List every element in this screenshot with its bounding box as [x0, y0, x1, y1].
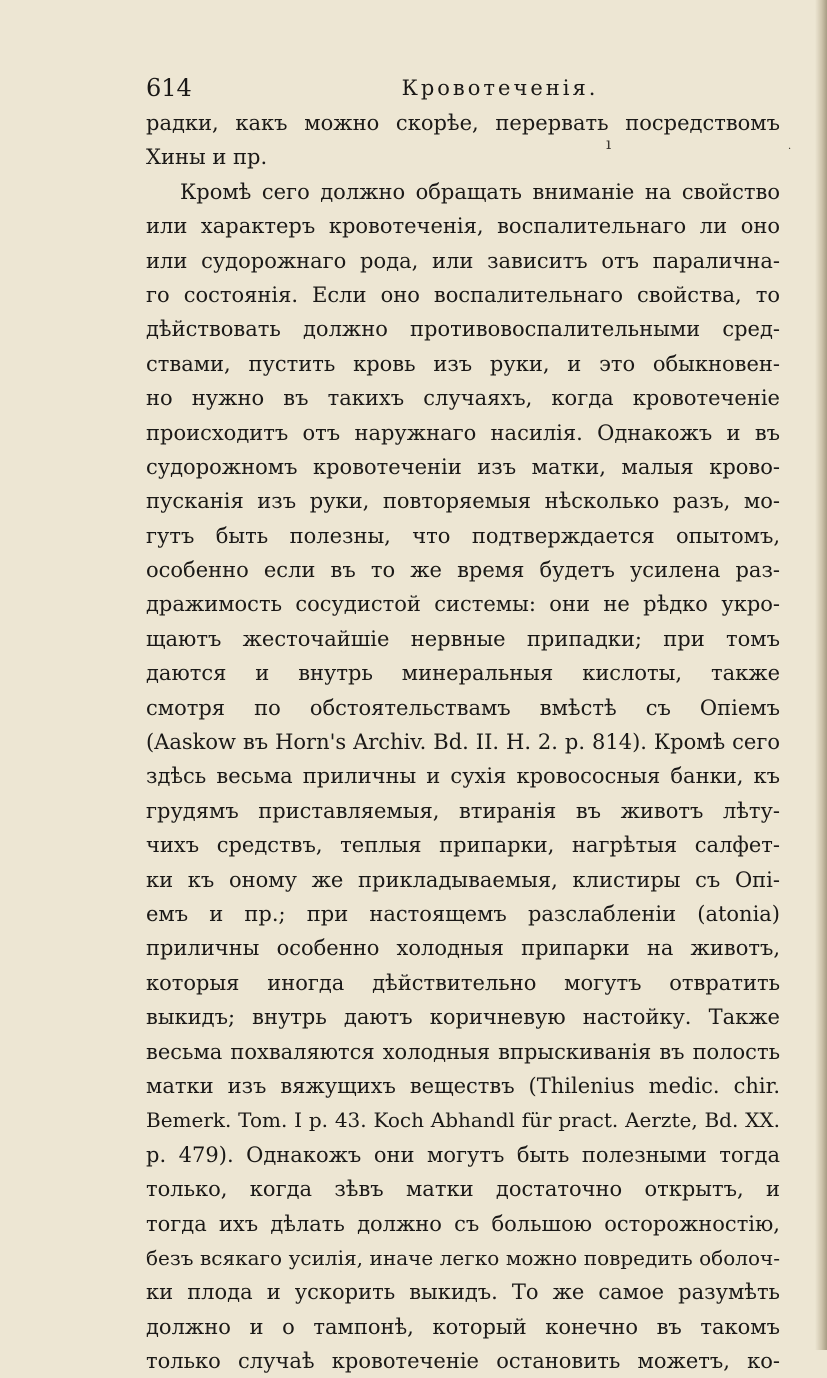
text-line: безъ всякаго усилія, иначе легко можно повредить оболоч-	[146, 1245, 780, 1270]
text-line: щаютъ жесточайшіе нервные припадки; при томъ	[146, 626, 780, 651]
text-line: пусканія изъ руки, повторяемыя нѣсколько разъ, мо-	[146, 489, 780, 514]
text-line: чихъ средствъ, теплыя припарки, нагрѣтыя салфет-	[146, 833, 780, 858]
text-line: дѣйствовать должно противовоспалительными сред-	[146, 317, 780, 342]
text-line: Хины и пр.	[146, 145, 268, 170]
text-line: даются и внутрь минеральныя кислоты, также	[146, 661, 780, 686]
text-line: го состоянія. Если оно воспалительнаго свойства, то	[146, 282, 780, 307]
text-line: должно и о тампонѣ, который конечно въ такомъ	[146, 1314, 780, 1339]
ink-speck: ·	[788, 144, 792, 155]
text-line: тогда ихъ дѣлать должно съ большою осторожностію,	[146, 1211, 780, 1236]
text-line: Bemerk. Tom. I p. 43. Koch Abhandl für pract. Aerzte, Bd. XX.	[146, 1108, 780, 1133]
text-line: или характеръ кровотеченія, воспалительнаго ли оно	[146, 214, 780, 239]
text-line: только случаѣ кровотеченіе остановить можетъ, ко-	[146, 1349, 780, 1374]
body-text	[146, 106, 780, 1378]
ink-speck: ı	[606, 134, 612, 153]
text-line: гутъ быть полезны, что подтверждается опытомъ,	[146, 523, 780, 548]
text-line: радки, какъ можно скорѣе, перервать посредствомъ	[146, 111, 780, 135]
text-line: грудямъ приставляемыя, втиранія въ животъ лѣту-	[146, 798, 780, 823]
text-line: ки плода и ускорить выкидъ. То же самое разумѣть	[146, 1280, 780, 1305]
text-line: здѣсь весьма приличны и сухія кровососныя банки, къ	[146, 764, 780, 789]
text-line: приличны особенно холодныя припарки на животъ,	[146, 936, 780, 961]
text-line: происходитъ отъ наружнаго насилія. Однакожъ и въ	[146, 420, 780, 445]
text-line: Кромѣ сего должно обращать вниманіе на свойство	[180, 179, 780, 204]
text-line: только, когда зѣвъ матки достаточно открытъ, и	[146, 1177, 780, 1202]
text-line: судорожномъ кровотеченіи изъ матки, малыя крово-	[146, 454, 780, 479]
text-line: особенно если въ то же время будетъ усилена раз-	[146, 558, 780, 583]
text-line: или судорожнаго рода, или зависитъ отъ паралична-	[146, 248, 780, 273]
text-line: ки къ оному же прикладываемыя, клистиры съ Опі-	[146, 867, 780, 892]
text-line: p. 479). Однакожъ они могутъ быть полезными тогда	[146, 1142, 780, 1167]
text-line: но нужно въ такихъ случаяхъ, когда кровотеченіе	[146, 386, 780, 411]
text-line: емъ и пр.; при настоящемъ разслабленіи (atonia)	[146, 901, 780, 926]
text-line: выкидъ; внутрь даютъ коричневую настойку. Также	[146, 1005, 780, 1030]
text-line: смотря по обстоятельствамъ вмѣстѣ съ Опіемъ	[146, 695, 780, 720]
text-line: матки изъ вяжущихъ веществъ (Thilenius medic. chir.	[146, 1073, 780, 1098]
running-title: Кровотеченія.	[401, 76, 599, 100]
text-line: весьма похваляются холодныя впрыскиванія въ полость	[146, 1039, 780, 1064]
page-number: 614	[146, 74, 192, 102]
text-line: ствами, пустить кровь изъ руки, и это обыкновен-	[146, 351, 780, 376]
page-edge-shadow	[815, 0, 827, 1350]
text-line: дражимость сосудистой системы: они не рѣдко укро-	[146, 592, 780, 617]
page-header	[0, 70, 827, 106]
text-line: (Aaskow въ Horn's Archiv. Bd. II. H. 2. p. 814). Кромѣ сего	[146, 730, 780, 755]
text-line: которыя иногда дѣйствительно могутъ отвратить	[146, 970, 780, 995]
